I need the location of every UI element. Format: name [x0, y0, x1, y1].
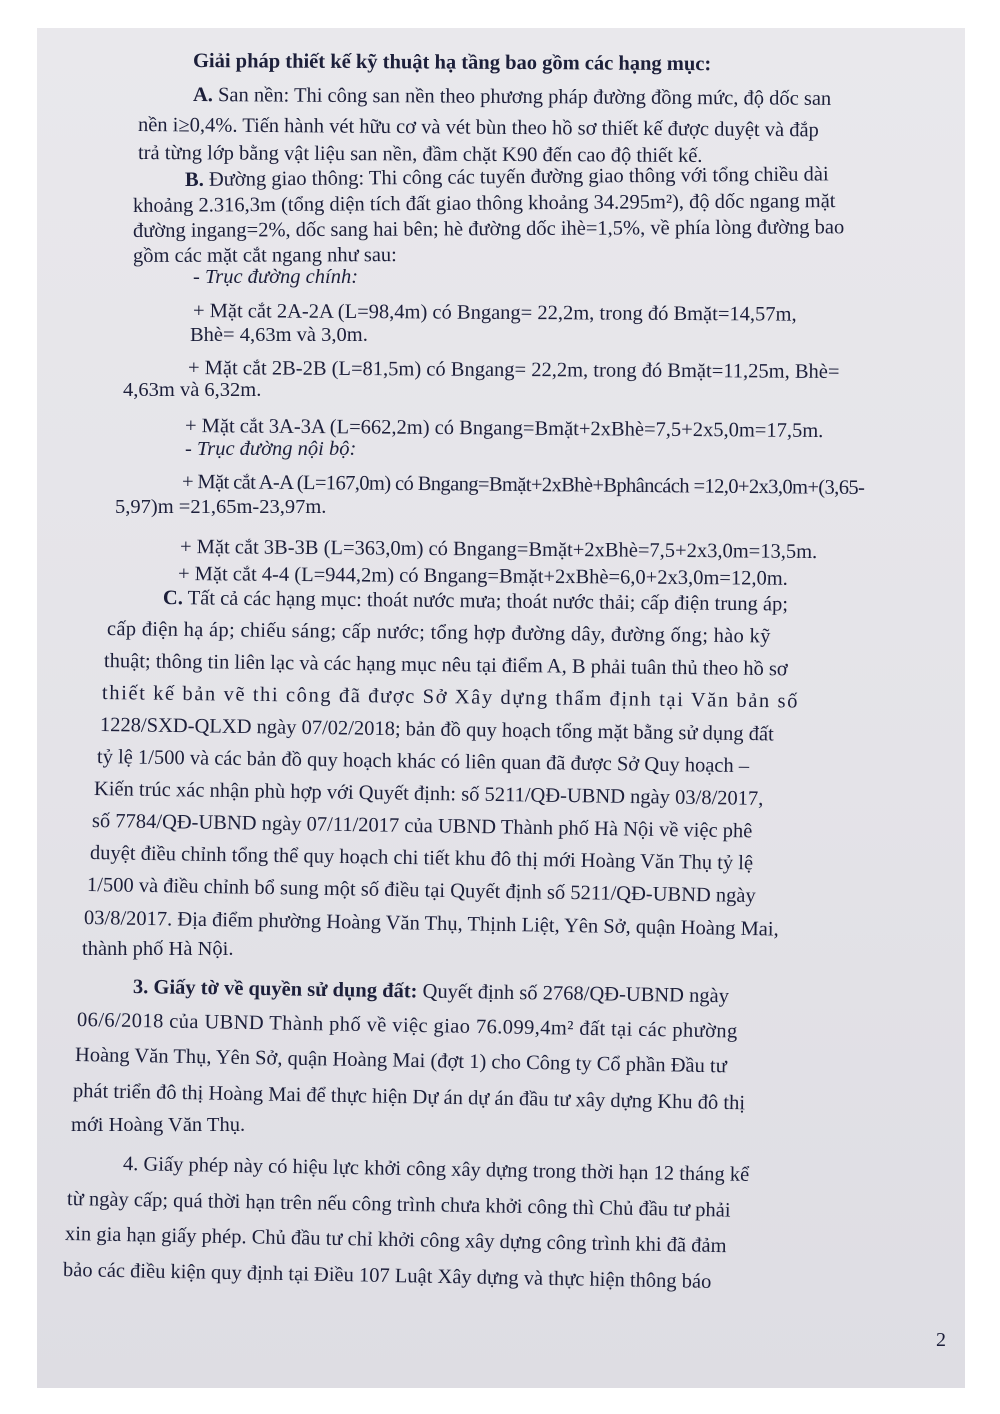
section-c-line-3: thuật; thông tin liên lạc và các hạng mục nêu tại điểm A, B phải tuân thủ theo hồ sơ — [103, 650, 788, 681]
section-c-line-2: cấp điện hạ áp; chiếu sáng; cấp nước; tổng hợp đường dây, đường ống; hào kỹ — [106, 618, 771, 648]
section-3-text: Quyết định số 2768/QĐ-UBND ngày — [422, 980, 730, 1008]
section-c-text: Tất cả các hạng mục: thoát nước mưa; thoát nước thải; cấp điện trung áp; — [187, 587, 789, 616]
section-b-label: B. — [184, 168, 204, 191]
section-c-line-12: thành phố Hà Nội. — [82, 938, 234, 960]
cut-2a-line-2: Bhè= 4,63m và 3,0m. — [190, 324, 368, 346]
section-4-line-4: bảo các điều kiện quy định tại Điều 107 Luật Xây dựng và thực hiện thông báo — [62, 1259, 712, 1293]
cut-3a: + Mặt cắt 3A-3A (L=662,2m) có Bngang=Bmặt+2xBhè=7,5+2x5,0m=17,5m. — [184, 415, 824, 443]
section-3-line-2: 06/6/2018 của UBND Thành phố về việc giao 76.099,4m² đất tại các phường — [76, 1009, 738, 1043]
section-4-line-2: từ ngày cấp; quá thời hạn trên nếu công trình chưa khởi công thì Chủ đầu tư phải — [66, 1188, 731, 1222]
cut-aa-line-1: + Mặt cắt A-A (L=167,0m) có Bngang=Bmặt+2xBhè+Bphâncách =12,0+2x3,0m+(3,65- — [181, 471, 865, 499]
cut-4-4: + Mặt cắt 4-4 (L=944,2m) có Bngang=Bmặt+2xBhè=6,0+2x3,0m=12,0m. — [177, 563, 788, 590]
section-a-line-3: trả từng lớp bằng vật liệu san nền, đầm chặt K90 đến cao độ thiết kế. — [137, 142, 703, 167]
section-b-line-2: khoảng 2.316,3m (tổng diện tích đất giao thông khoảng 34.295m²), độ dốc ngang mặt — [132, 190, 836, 217]
section-c-line-4: thiết kế bản vẽ thi công đã được Sở Xây dựng thẩm định tại Văn bản số — [101, 682, 800, 713]
section-4-line-1: 4. Giấy phép này có hiệu lực khởi công xây dựng trong thời hạn 12 tháng kể — [122, 1153, 750, 1186]
section-4-line-3: xin gia hạn giấy phép. Chủ đầu tư chỉ khởi công xây dựng công trình khi đã đảm — [64, 1223, 727, 1258]
section-c-line-10: 1/500 và điều chỉnh bổ sung một số điều tại Quyết định số 5211/QĐ-UBND ngày — [86, 874, 756, 908]
section-3-line-5: mới Hoàng Văn Thụ. — [71, 1114, 246, 1136]
section-b-text: Đường giao thông: Thi công các tuyến đường giao thông với tổng chiều dài — [208, 163, 829, 191]
cut-2a-line-1: + Mặt cắt 2A-2A (L=98,4m) có Bngang= 22,2m, trong đó Bmặt=14,57m, — [192, 300, 797, 326]
cut-aa-line-2: 5,97)m =21,65m-23,97m. — [115, 496, 327, 518]
section-a-text: San nền: Thi công san nền theo phương pháp đường đồng mức, độ dốc san — [217, 84, 832, 110]
section-c-line-9: duyệt điều chỉnh tổng thể quy hoạch chi tiết khu đô thị mới Hoàng Văn Thụ tỷ lệ — [89, 842, 754, 875]
heading: Giải pháp thiết kế kỹ thuật hạ tầng bao gồm các hạng mục: — [192, 50, 712, 76]
section-c-line-7: Kiến trúc xác nhận phù hợp với Quyết định: số 5211/QĐ-UBND ngày 03/8/2017, — [93, 778, 764, 810]
section-3-line-3: Hoàng Văn Thụ, Yên Sở, quận Hoàng Mai (đợt 1) cho Công ty Cổ phần Đầu tư — [74, 1044, 727, 1078]
cut-2b-line-1: + Mặt cắt 2B-2B (L=81,5m) có Bngang= 22,2m, trong đó Bmặt=11,25m, Bhè= — [187, 357, 840, 383]
section-c-line-11: 03/8/2017. Địa điểm phường Hoàng Văn Thụ, Thịnh Liệt, Yên Sở, quận Hoàng Mai, — [83, 907, 779, 941]
cut-3b: + Mặt cắt 3B-3B (L=363,0m) có Bngang=Bmặt+2xBhè=7,5+2x3,0m=13,5m. — [179, 536, 818, 564]
main-axis-label: - Trục đường chính: — [193, 266, 359, 288]
section-c-line-5: 1228/SXD-QLXD ngày 07/02/2018; bản đồ quy hoạch tổng mặt bằng sử dụng đất — [99, 714, 774, 746]
section-a-line-1 — [193, 82, 831, 112]
internal-axis-label: - Trục đường nội bộ: — [185, 438, 357, 460]
page-number: 2 — [936, 1329, 946, 1351]
section-a-label: A. — [192, 84, 214, 107]
section-b-line-4: gồm các mặt cắt ngang như sau: — [132, 244, 397, 267]
section-a-line-2: nền i≥0,4%. Tiến hành vét hữu cơ và vét bùn theo hồ sơ thiết kế được duyệt và đắp — [137, 114, 819, 142]
section-3-label: 3. Giấy tờ về quyền sử dụng đất: — [132, 976, 418, 1003]
cut-2b-line-2: 4,63m và 6,32m. — [123, 379, 262, 401]
section-3-line-4: phát triển đô thị Hoàng Mai để thực hiện Dự án dự án đầu tư xây dựng Khu đô thị — [72, 1080, 746, 1115]
section-b-line-3: đường ingang=2%, dốc sang hai bên; hè đường dốc ihè=1,5%, về phía lòng đường bao — [132, 216, 845, 242]
section-c-line-8: số 7784/QĐ-UBND ngày 07/11/2017 của UBND Thành phố Hà Nội về việc phê — [91, 810, 753, 843]
section-c-label: C. — [162, 587, 184, 610]
section-c-line-6: tỷ lệ 1/500 và các bản đồ quy hoạch khác có liên quan đã được Sở Quy hoạch – — [96, 746, 750, 778]
